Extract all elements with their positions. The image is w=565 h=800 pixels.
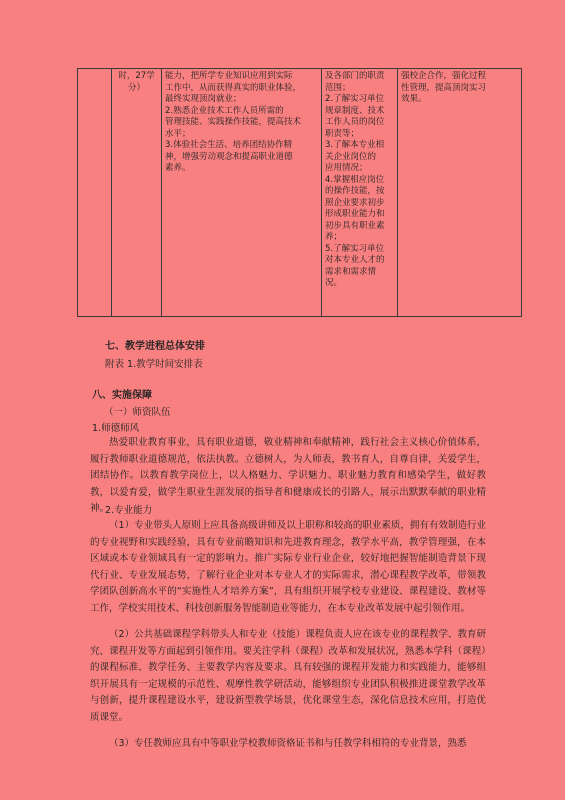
section-8-heading: 八、实施保障 [92,390,152,401]
table-cell-time: 时，27学 分） [112,69,162,317]
paragraph-ethics: 热爱职业教育事业，具有职业道德，敬业精神和奉献精神，践行社会主义核心价值体系，履行教师职业道德规范，依法执教。立德树人，为人师表，教书育人，自尊自律，关爱学生，团结协作。以教育教学岗位上，以人格魅力、学识魅力、职业魅力教育和感染学生，做好教教，以爱育爱，做学生职业生涯发展的指导者和健康成长的引路人，展示出默默奉献的职业精神。 [90,437,486,514]
internship-table [77,68,522,317]
attachment-reference: 附表 1.教学时间安排表 [105,359,203,370]
item-ethics-heading: 1.师德师风 [92,423,140,434]
item-professional-heading: 2.专业能力 [105,505,153,516]
table-cell-assessment: 强校企合作，强化过程 性管理，提高顶岗实习 效果。 [398,69,522,317]
paragraph-course-leader: （2）公共基础课程学科带头人和专业（技能）课程负责人应在该专业的课程教学、教育研究、课程开发等方面起到引领作用。要关注学科（课程）改革和发展状况，熟悉本学科（课程）的课程标准、教学任务、主要教学内容及要求。具有较强的课程开发能力和实践能力，能够组织开展具有一定规模的示范性、观摩性教学研活动，能够组织专业团队积极推进课堂教学改革与创新，提升课程建设水平，建设新型教学场景，优化课堂生态，深化信息技术应用，打造优质课堂。 [90,629,486,723]
subsection-faculty: （一）师资队伍 [104,407,171,418]
table-cell-blank [78,69,112,317]
section-7-heading: 七、教学进程总体安排 [105,341,205,352]
table-row [78,69,522,317]
table-cell-content: 能力，把所学专业知识应用到实际 工作中，从而获得真实的职业体验， 最终实现顶岗就业； 2.熟悉企业技术工作人员所需的 管理技能、实践操作技能，提高技术 水平； 3.体验社会生活、培养团结协作精 神，增强劳动观念和提高职业道德 素养。 [162,69,322,317]
paragraph-leader: （1）专业带头人原则上应具备高级讲师及以上职称和较高的职业素质，拥有有效制造行业的专业视野和实践经验，具有专业前瞻知识和先进教育理念，教学水平高，教学管理强，在本区域或本专业领域具有一定的影响力。推广实际专业行业企业，较好地把握智能制造背景下现代行业、专业发展态势，了解行业企业对本专业人才的实际需求，潜心课程教学改革，带领教学团队创新高水平的“实施性人才培养方案”，具有组织开展学校专业建设、课程建设、教材等工作，学校实用技术、科技创新服务智能制造业等能力，在本专业改革发展中起引领作用。 [90,520,486,614]
paragraph-full-time-teacher: （3）专任教师应具有中等职业学校教师资格证书和与任教学科相符的专业背景，熟悉 [109,738,467,749]
table-cell-requirements: 及各部门的职责 范围； 2.了解实习单位 规章制度、技术 工作人员的岗位 职责等； 3.了解本专业相 关企业岗位的 应用情况； 4.掌握相应岗位 的操作技能，按 照企业要求初步 形成职业能力和 初步具有职业素 养； 5.了解实习单位 对本专业人才的 需求和需求情 况。 [322,69,398,317]
